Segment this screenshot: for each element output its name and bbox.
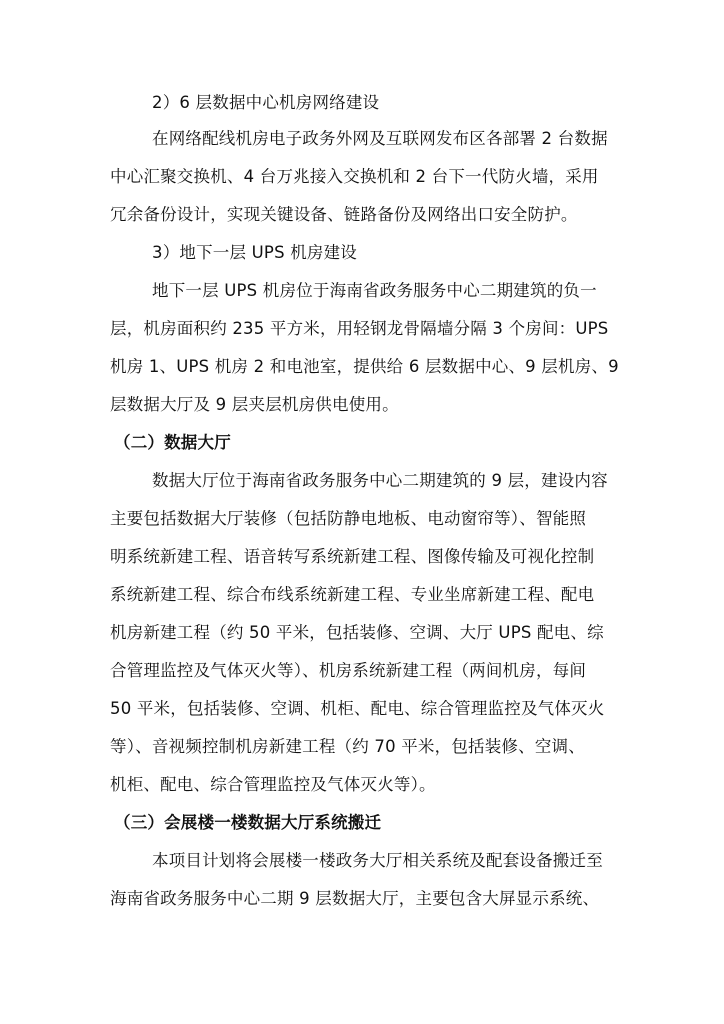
paragraph-line: 本项目计划将会展楼一楼政务大厅相关系统及配套设备搬迁至 bbox=[152, 851, 603, 870]
paragraph-line: 海南省政务服务中心二期 9 层数据大厅，主要包含大屏显示系统、 bbox=[110, 889, 600, 908]
section-heading-relocation: （三）会展楼一楼数据大厅系统搬迁 bbox=[114, 813, 382, 832]
paragraph-line: 地下一层 UPS 机房位于海南省政务服务中心二期建筑的负一 bbox=[152, 281, 597, 300]
paragraph-line: 机房 1、UPS 机房 2 和电池室，提供给 6 层数据中心、9 层机房、9 bbox=[110, 357, 619, 376]
paragraph-line: 层，机房面积约 235 平方米，用轻钢龙骨隔墙分隔 3 个房间：UPS bbox=[110, 319, 609, 338]
paragraph-line: 机柜、配电、综合管理监控及气体灭火等）。 bbox=[110, 775, 436, 794]
paragraph-line: 系统新建工程、综合布线系统新建工程、专业坐席新建工程、配电 bbox=[110, 585, 595, 604]
subheading-ups-room: 3）地下一层 UPS 机房建设 bbox=[152, 243, 357, 262]
paragraph-line: 等）、音视频控制机房新建工程（约 70 平米，包括装修、空调、 bbox=[110, 737, 585, 756]
paragraph-line: 中心汇聚交换机、4 台万兆接入交换机和 2 台下一代防火墙，采用 bbox=[110, 167, 599, 186]
paragraph-line: 在网络配线机房电子政务外网及互联网发布区各部署 2 台数据 bbox=[152, 129, 608, 148]
section-heading-data-hall: （二）数据大厅 bbox=[114, 433, 231, 452]
paragraph-line: 50 平米，包括装修、空调、机柜、配电、综合管理监控及气体灭火 bbox=[110, 699, 605, 718]
paragraph-line: 数据大厅位于海南省政务服务中心二期建筑的 9 层，建设内容 bbox=[152, 471, 608, 490]
subheading-6f-network: 2）6 层数据中心机房网络建设 bbox=[152, 93, 380, 112]
paragraph-line: 机房新建工程（约 50 平米，包括装修、空调、大厅 UPS 配电、综 bbox=[110, 623, 604, 642]
paragraph-line: 明系统新建工程、语音转写系统新建工程、图像传输及可视化控制 bbox=[110, 547, 595, 566]
paragraph-line: 合管理监控及气体灭火等）、机房系统新建工程（两间机房，每间 bbox=[110, 661, 587, 680]
paragraph-line: 层数据大厅及 9 层夹层机房供电使用。 bbox=[110, 395, 399, 414]
paragraph-line: 主要包括数据大厅装修（包括防静电地板、电动窗帘等）、智能照 bbox=[110, 509, 587, 528]
paragraph-line: 冗余备份设计，实现关键设备、链路备份及网络出口安全防护。 bbox=[110, 205, 578, 224]
